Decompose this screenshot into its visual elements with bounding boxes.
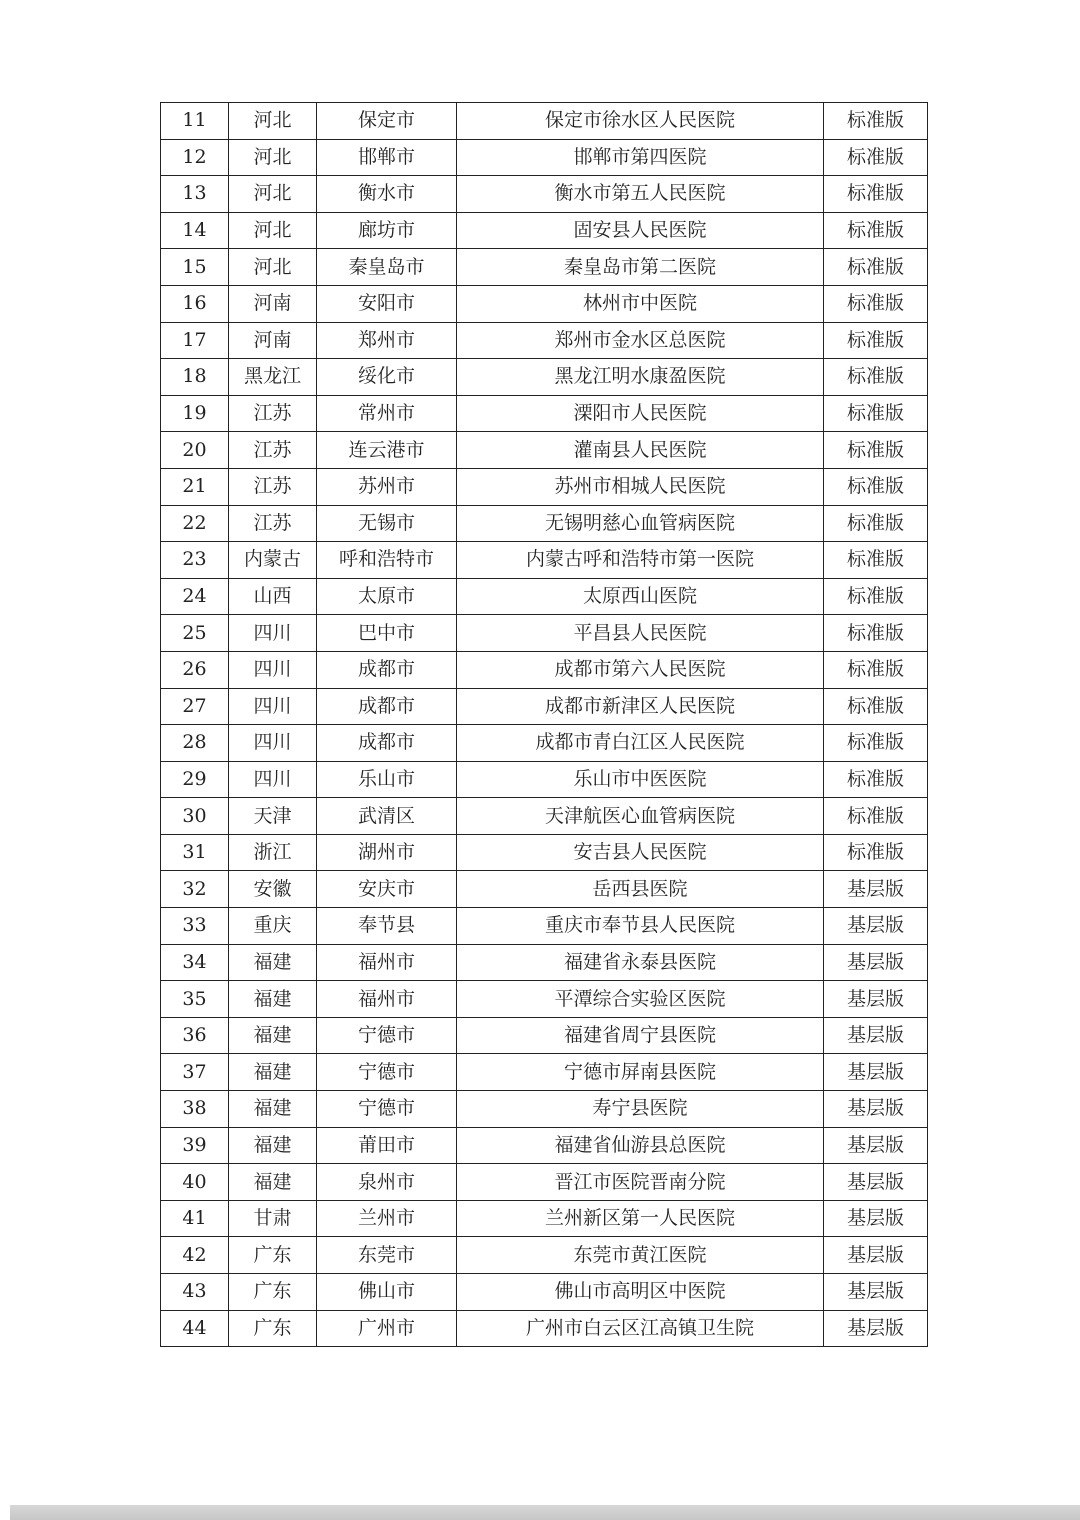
province-cell: 广东 bbox=[229, 1274, 317, 1311]
table-row bbox=[161, 688, 928, 725]
version-cell: 基层版 bbox=[824, 1164, 928, 1201]
city-cell: 连云港市 bbox=[317, 432, 457, 469]
hospital-name-cell: 平昌县人民医院 bbox=[457, 615, 824, 652]
province-cell: 广东 bbox=[229, 1237, 317, 1274]
hospital-name-cell: 宁德市屏南县医院 bbox=[457, 1054, 824, 1091]
version-cell: 基层版 bbox=[824, 944, 928, 981]
version-cell: 基层版 bbox=[824, 1200, 928, 1237]
version-cell: 基层版 bbox=[824, 1127, 928, 1164]
row-number-cell: 39 bbox=[161, 1127, 229, 1164]
version-cell: 标准版 bbox=[824, 176, 928, 213]
version-cell: 基层版 bbox=[824, 1091, 928, 1128]
table-row bbox=[161, 212, 928, 249]
row-number-cell: 16 bbox=[161, 285, 229, 322]
version-cell: 基层版 bbox=[824, 1237, 928, 1274]
version-cell: 基层版 bbox=[824, 1017, 928, 1054]
version-cell: 基层版 bbox=[824, 1054, 928, 1091]
row-number-cell: 28 bbox=[161, 725, 229, 762]
city-cell: 莆田市 bbox=[317, 1127, 457, 1164]
version-cell: 标准版 bbox=[824, 359, 928, 396]
city-cell: 乐山市 bbox=[317, 761, 457, 798]
province-cell: 甘肃 bbox=[229, 1200, 317, 1237]
city-cell: 成都市 bbox=[317, 651, 457, 688]
city-cell: 安庆市 bbox=[317, 871, 457, 908]
hospital-name-cell: 衡水市第五人民医院 bbox=[457, 176, 824, 213]
row-number-cell: 15 bbox=[161, 249, 229, 286]
hospital-name-cell: 兰州新区第一人民医院 bbox=[457, 1200, 824, 1237]
province-cell: 江苏 bbox=[229, 432, 317, 469]
version-cell: 标准版 bbox=[824, 542, 928, 579]
version-cell: 标准版 bbox=[824, 834, 928, 871]
province-cell: 河北 bbox=[229, 139, 317, 176]
province-cell: 四川 bbox=[229, 725, 317, 762]
table-row bbox=[161, 651, 928, 688]
province-cell: 福建 bbox=[229, 944, 317, 981]
city-cell: 泉州市 bbox=[317, 1164, 457, 1201]
table-row bbox=[161, 103, 928, 140]
hospital-name-cell: 平潭综合实验区医院 bbox=[457, 981, 824, 1018]
city-cell: 太原市 bbox=[317, 578, 457, 615]
city-cell: 佛山市 bbox=[317, 1274, 457, 1311]
hospital-name-cell: 重庆市奉节县人民医院 bbox=[457, 908, 824, 945]
version-cell: 标准版 bbox=[824, 395, 928, 432]
version-cell: 标准版 bbox=[824, 651, 928, 688]
city-cell: 福州市 bbox=[317, 944, 457, 981]
city-cell: 成都市 bbox=[317, 725, 457, 762]
table-row bbox=[161, 761, 928, 798]
row-number-cell: 17 bbox=[161, 322, 229, 359]
city-cell: 巴中市 bbox=[317, 615, 457, 652]
version-cell: 标准版 bbox=[824, 249, 928, 286]
hospital-name-cell: 福建省仙游县总医院 bbox=[457, 1127, 824, 1164]
province-cell: 四川 bbox=[229, 615, 317, 652]
city-cell: 绥化市 bbox=[317, 359, 457, 396]
version-cell: 基层版 bbox=[824, 1310, 928, 1347]
province-cell: 江苏 bbox=[229, 505, 317, 542]
province-cell: 四川 bbox=[229, 651, 317, 688]
table-row bbox=[161, 725, 928, 762]
table-row bbox=[161, 834, 928, 871]
province-cell: 河北 bbox=[229, 176, 317, 213]
province-cell: 福建 bbox=[229, 981, 317, 1018]
hospital-name-cell: 成都市青白江区人民医院 bbox=[457, 725, 824, 762]
table-row bbox=[161, 908, 928, 945]
row-number-cell: 18 bbox=[161, 359, 229, 396]
hospital-name-cell: 成都市新津区人民医院 bbox=[457, 688, 824, 725]
row-number-cell: 33 bbox=[161, 908, 229, 945]
table-row bbox=[161, 395, 928, 432]
version-cell: 基层版 bbox=[824, 871, 928, 908]
province-cell: 河北 bbox=[229, 103, 317, 140]
hospital-name-cell: 郑州市金水区总医院 bbox=[457, 322, 824, 359]
row-number-cell: 35 bbox=[161, 981, 229, 1018]
province-cell: 天津 bbox=[229, 798, 317, 835]
table-row bbox=[161, 578, 928, 615]
city-cell: 郑州市 bbox=[317, 322, 457, 359]
version-cell: 标准版 bbox=[824, 139, 928, 176]
province-cell: 浙江 bbox=[229, 834, 317, 871]
row-number-cell: 14 bbox=[161, 212, 229, 249]
province-cell: 福建 bbox=[229, 1127, 317, 1164]
province-cell: 福建 bbox=[229, 1164, 317, 1201]
province-cell: 福建 bbox=[229, 1091, 317, 1128]
table-row bbox=[161, 615, 928, 652]
row-number-cell: 30 bbox=[161, 798, 229, 835]
row-number-cell: 44 bbox=[161, 1310, 229, 1347]
hospital-name-cell: 成都市第六人民医院 bbox=[457, 651, 824, 688]
city-cell: 无锡市 bbox=[317, 505, 457, 542]
hospital-name-cell: 福建省周宁县医院 bbox=[457, 1017, 824, 1054]
version-cell: 基层版 bbox=[824, 981, 928, 1018]
hospital-name-cell: 林州市中医院 bbox=[457, 285, 824, 322]
hospital-name-cell: 广州市白云区江高镇卫生院 bbox=[457, 1310, 824, 1347]
hospital-name-cell: 天津航医心血管病医院 bbox=[457, 798, 824, 835]
table-row bbox=[161, 1237, 928, 1274]
table-row bbox=[161, 1164, 928, 1201]
hospital-name-cell: 乐山市中医医院 bbox=[457, 761, 824, 798]
table-row bbox=[161, 468, 928, 505]
version-cell: 基层版 bbox=[824, 1274, 928, 1311]
hospital-name-cell: 溧阳市人民医院 bbox=[457, 395, 824, 432]
province-cell: 广东 bbox=[229, 1310, 317, 1347]
table-row bbox=[161, 1310, 928, 1347]
row-number-cell: 38 bbox=[161, 1091, 229, 1128]
table-row bbox=[161, 798, 928, 835]
version-cell: 标准版 bbox=[824, 798, 928, 835]
hospital-name-cell: 岳西县医院 bbox=[457, 871, 824, 908]
page-bottom-edge bbox=[10, 1505, 1080, 1520]
hospital-name-cell: 安吉县人民医院 bbox=[457, 834, 824, 871]
version-cell: 标准版 bbox=[824, 212, 928, 249]
city-cell: 兰州市 bbox=[317, 1200, 457, 1237]
row-number-cell: 36 bbox=[161, 1017, 229, 1054]
version-cell: 标准版 bbox=[824, 432, 928, 469]
version-cell: 标准版 bbox=[824, 688, 928, 725]
table-row bbox=[161, 871, 928, 908]
hospital-name-cell: 福建省永泰县医院 bbox=[457, 944, 824, 981]
province-cell: 安徽 bbox=[229, 871, 317, 908]
hospital-name-cell: 黑龙江明水康盈医院 bbox=[457, 359, 824, 396]
province-cell: 四川 bbox=[229, 761, 317, 798]
city-cell: 湖州市 bbox=[317, 834, 457, 871]
table-row bbox=[161, 1200, 928, 1237]
table-row bbox=[161, 359, 928, 396]
city-cell: 呼和浩特市 bbox=[317, 542, 457, 579]
table-row bbox=[161, 1274, 928, 1311]
hospital-name-cell: 邯郸市第四医院 bbox=[457, 139, 824, 176]
row-number-cell: 31 bbox=[161, 834, 229, 871]
row-number-cell: 43 bbox=[161, 1274, 229, 1311]
city-cell: 保定市 bbox=[317, 103, 457, 140]
row-number-cell: 21 bbox=[161, 468, 229, 505]
table-row bbox=[161, 432, 928, 469]
row-number-cell: 20 bbox=[161, 432, 229, 469]
table-row bbox=[161, 1091, 928, 1128]
row-number-cell: 25 bbox=[161, 615, 229, 652]
table-row bbox=[161, 542, 928, 579]
row-number-cell: 40 bbox=[161, 1164, 229, 1201]
row-number-cell: 19 bbox=[161, 395, 229, 432]
row-number-cell: 23 bbox=[161, 542, 229, 579]
version-cell: 标准版 bbox=[824, 725, 928, 762]
province-cell: 河北 bbox=[229, 212, 317, 249]
province-cell: 河南 bbox=[229, 285, 317, 322]
table-row bbox=[161, 285, 928, 322]
province-cell: 江苏 bbox=[229, 395, 317, 432]
row-number-cell: 27 bbox=[161, 688, 229, 725]
city-cell: 常州市 bbox=[317, 395, 457, 432]
province-cell: 黑龙江 bbox=[229, 359, 317, 396]
row-number-cell: 22 bbox=[161, 505, 229, 542]
hospital-name-cell: 秦皇岛市第二医院 bbox=[457, 249, 824, 286]
table-row bbox=[161, 176, 928, 213]
province-cell: 福建 bbox=[229, 1017, 317, 1054]
hospital-name-cell: 佛山市高明区中医院 bbox=[457, 1274, 824, 1311]
version-cell: 标准版 bbox=[824, 285, 928, 322]
hospital-name-cell: 东莞市黄江医院 bbox=[457, 1237, 824, 1274]
city-cell: 邯郸市 bbox=[317, 139, 457, 176]
city-cell: 武清区 bbox=[317, 798, 457, 835]
version-cell: 标准版 bbox=[824, 322, 928, 359]
version-cell: 标准版 bbox=[824, 103, 928, 140]
city-cell: 宁德市 bbox=[317, 1054, 457, 1091]
row-number-cell: 32 bbox=[161, 871, 229, 908]
city-cell: 福州市 bbox=[317, 981, 457, 1018]
row-number-cell: 11 bbox=[161, 103, 229, 140]
table-row bbox=[161, 1127, 928, 1164]
city-cell: 苏州市 bbox=[317, 468, 457, 505]
row-number-cell: 34 bbox=[161, 944, 229, 981]
version-cell: 基层版 bbox=[824, 908, 928, 945]
hospital-name-cell: 灌南县人民医院 bbox=[457, 432, 824, 469]
table-row bbox=[161, 322, 928, 359]
table-row bbox=[161, 249, 928, 286]
hospital-name-cell: 内蒙古呼和浩特市第一医院 bbox=[457, 542, 824, 579]
table-row bbox=[161, 505, 928, 542]
version-cell: 标准版 bbox=[824, 468, 928, 505]
row-number-cell: 41 bbox=[161, 1200, 229, 1237]
city-cell: 广州市 bbox=[317, 1310, 457, 1347]
hospital-name-cell: 晋江市医院晋南分院 bbox=[457, 1164, 824, 1201]
row-number-cell: 26 bbox=[161, 651, 229, 688]
city-cell: 衡水市 bbox=[317, 176, 457, 213]
city-cell: 宁德市 bbox=[317, 1091, 457, 1128]
table-row bbox=[161, 1017, 928, 1054]
row-number-cell: 12 bbox=[161, 139, 229, 176]
province-cell: 福建 bbox=[229, 1054, 317, 1091]
province-cell: 河南 bbox=[229, 322, 317, 359]
province-cell: 重庆 bbox=[229, 908, 317, 945]
city-cell: 秦皇岛市 bbox=[317, 249, 457, 286]
table-row bbox=[161, 139, 928, 176]
province-cell: 内蒙古 bbox=[229, 542, 317, 579]
version-cell: 标准版 bbox=[824, 578, 928, 615]
hospital-name-cell: 固安县人民医院 bbox=[457, 212, 824, 249]
row-number-cell: 24 bbox=[161, 578, 229, 615]
province-cell: 江苏 bbox=[229, 468, 317, 505]
province-cell: 山西 bbox=[229, 578, 317, 615]
row-number-cell: 42 bbox=[161, 1237, 229, 1274]
city-cell: 奉节县 bbox=[317, 908, 457, 945]
hospital-name-cell: 寿宁县医院 bbox=[457, 1091, 824, 1128]
hospital-name-cell: 保定市徐水区人民医院 bbox=[457, 103, 824, 140]
table-row bbox=[161, 981, 928, 1018]
hospital-table bbox=[160, 102, 928, 1347]
version-cell: 标准版 bbox=[824, 761, 928, 798]
table-row bbox=[161, 944, 928, 981]
version-cell: 标准版 bbox=[824, 615, 928, 652]
hospital-name-cell: 无锡明慈心血管病医院 bbox=[457, 505, 824, 542]
row-number-cell: 29 bbox=[161, 761, 229, 798]
province-cell: 河北 bbox=[229, 249, 317, 286]
hospital-name-cell: 苏州市相城人民医院 bbox=[457, 468, 824, 505]
hospital-name-cell: 太原西山医院 bbox=[457, 578, 824, 615]
row-number-cell: 37 bbox=[161, 1054, 229, 1091]
city-cell: 安阳市 bbox=[317, 285, 457, 322]
city-cell: 东莞市 bbox=[317, 1237, 457, 1274]
city-cell: 成都市 bbox=[317, 688, 457, 725]
row-number-cell: 13 bbox=[161, 176, 229, 213]
version-cell: 标准版 bbox=[824, 505, 928, 542]
table-body bbox=[161, 103, 928, 1347]
city-cell: 宁德市 bbox=[317, 1017, 457, 1054]
province-cell: 四川 bbox=[229, 688, 317, 725]
city-cell: 廊坊市 bbox=[317, 212, 457, 249]
table-row bbox=[161, 1054, 928, 1091]
